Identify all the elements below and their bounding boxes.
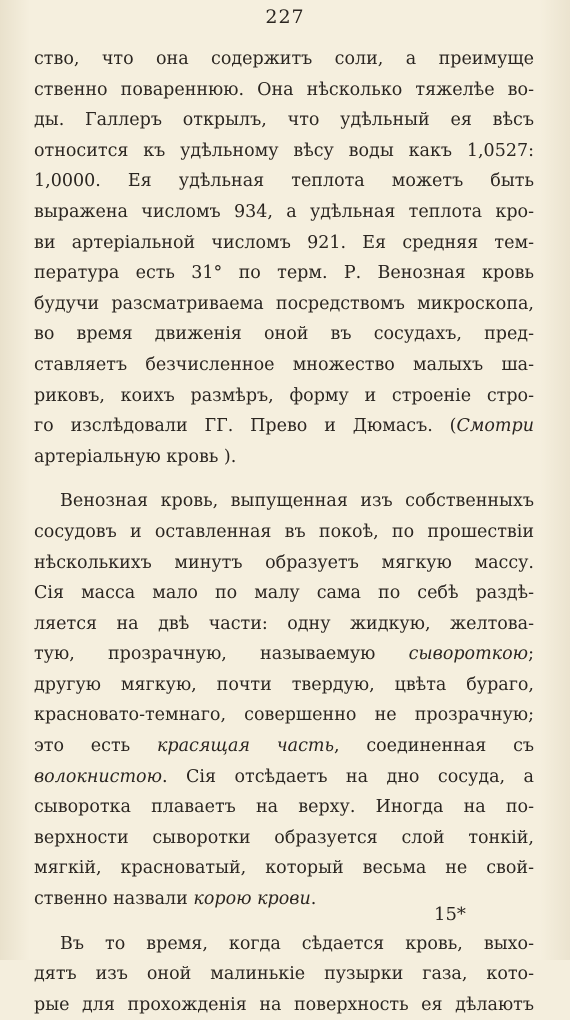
paragraphs [34, 75, 534, 1020]
text-line [34, 853, 534, 884]
text-run: ви артеріальной числомъ 921. Ея средняя тем- [34, 232, 534, 253]
text-line [34, 639, 534, 670]
text-line [34, 792, 534, 823]
text-run: сосудовъ и оставленная въ покоѣ, по прошествіи [34, 521, 534, 542]
text-line [34, 486, 534, 517]
text-run: го изслѣдовали ГГ. Прево и Дюмасъ. ( [34, 416, 457, 437]
text-line [34, 670, 534, 701]
text-line [34, 700, 534, 731]
text-line [34, 289, 534, 320]
text-run: Въ то время, когда сѣдается кровь, выхо- [60, 933, 534, 954]
emphasized-text: сывороткою [408, 644, 529, 665]
text-run: это есть [34, 736, 157, 757]
text-line [34, 350, 534, 381]
emphasized-text: красящая часть [156, 736, 334, 757]
text-run: риковъ, коихъ размѣръ, форму и строеніе стро- [34, 385, 534, 406]
text-line [34, 517, 534, 548]
text-run: сыворотка плаваетъ на верху. Иногда на по- [34, 797, 534, 818]
text-run: . Сія отсѣдаетъ на дно сосуда, а [162, 766, 534, 787]
signature-mark: 15* [434, 904, 466, 925]
text-line [34, 442, 534, 473]
text-run: выражена числомъ 934, а удѣльная теплота кро- [34, 201, 534, 222]
text-line [34, 228, 534, 259]
text-run: другую мягкую, почти твердую, цвѣта бураго, [34, 674, 534, 695]
emphasized-text: волокнистою [34, 766, 162, 787]
text-line [34, 609, 534, 640]
text-line [34, 548, 534, 579]
page-number: 227 [265, 6, 305, 28]
text-run: ляется на двѣ части: одну жидкую, желтова- [34, 613, 534, 634]
text-run: Венозная кровь, выпущенная изъ собственныхъ [60, 491, 534, 512]
text-line [34, 823, 534, 854]
text-line [34, 731, 534, 762]
text-line [34, 166, 534, 197]
text-line [34, 578, 534, 609]
text-run: ; [528, 644, 534, 665]
text-line [34, 75, 534, 106]
text-run: ставляетъ безчисленное множество малыхъ ша- [34, 354, 534, 375]
text-run: относится къ удѣльному вѣсу воды какъ 1,0527: [34, 140, 534, 161]
paragraph [34, 75, 534, 473]
text-line [34, 959, 534, 990]
text-line [34, 197, 534, 228]
text-line [34, 381, 534, 412]
text-run: тую, прозрачную, называемую [34, 644, 409, 665]
emphasized-text: Смотри [456, 416, 534, 437]
text-line [34, 762, 534, 793]
text-run: во время движенія оной въ сосудахъ, пред- [34, 324, 534, 345]
text-run: Сія масса мало по малу сама по себѣ раздѣ- [34, 583, 534, 604]
text-run: артеріальную кровь ). [34, 446, 237, 467]
text-line [34, 929, 534, 960]
text-run: нѣсколькихъ минутъ образуетъ мягкую массу. [34, 552, 534, 573]
text-run: , соединенная съ [334, 736, 535, 757]
text-run: дятъ изъ оной малинькіе пузырки газа, кото- [34, 964, 534, 985]
text-run: верхности сыворотки образуется слой тонкій, [34, 827, 534, 848]
text-run: мягкій, красноватый, который весьма не свой- [34, 858, 534, 879]
text-run: 1,0000. Ея удѣльная теплота можетъ быть [34, 171, 534, 192]
text-run: ственно назвали [34, 889, 194, 910]
text-run: ды. Галлеръ открылъ, что удѣльный ея вѣсъ [34, 110, 534, 131]
text-line: ство, что она содержитъ соли, а преимуще [34, 49, 534, 69]
text-run: красноватo-темнаго, совершенно не прозрачную; [34, 705, 534, 726]
text-run: . [310, 889, 317, 910]
body-text [34, 44, 534, 1020]
paragraph [34, 486, 534, 914]
text-line [34, 319, 534, 350]
text-run: будучи разсматриваема посредствомъ микроскопа, [34, 293, 534, 314]
text-line [34, 990, 534, 1020]
emphasized-text: корою крови [193, 889, 311, 910]
text-line [34, 136, 534, 167]
text-run: рые для прохожденія на поверхность ея дѣлаютъ [34, 994, 534, 1015]
paragraph-gap [34, 472, 534, 486]
text-line [34, 411, 534, 442]
text-run: пература есть 31° по терм. Р. Венозная кровь [34, 263, 534, 284]
text-line [34, 105, 534, 136]
text-run: ственно повареннюю. Она нѣсколько тяжелѣе во- [34, 79, 534, 100]
paragraph [34, 929, 534, 1020]
text-line [34, 258, 534, 289]
